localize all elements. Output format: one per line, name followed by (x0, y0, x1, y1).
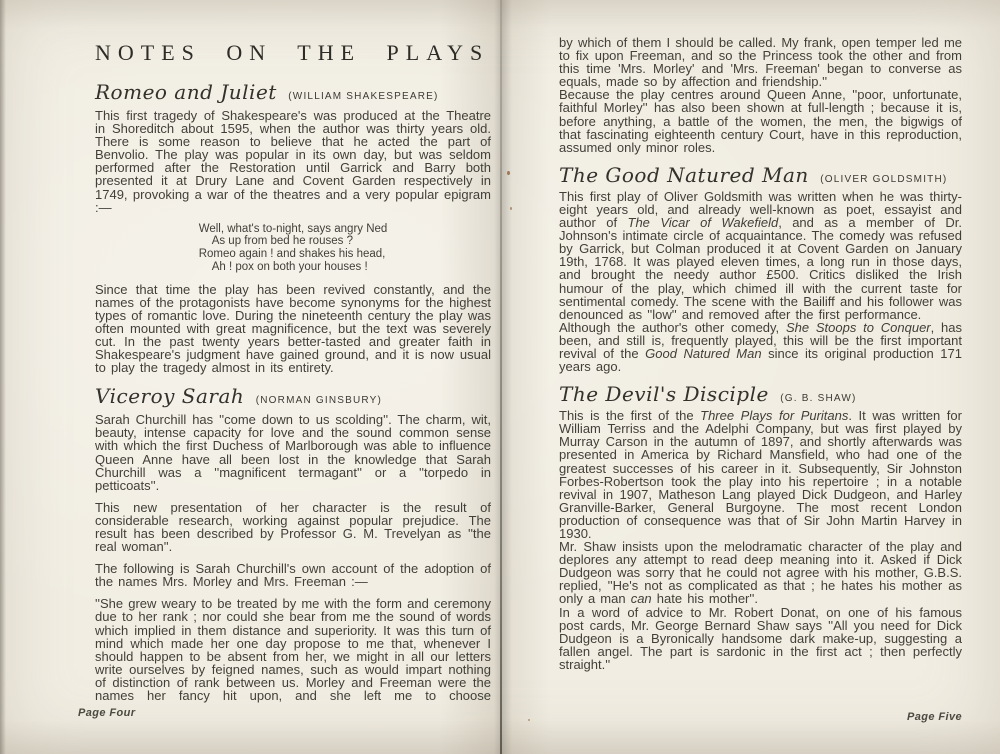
paper-speck (528, 719, 530, 721)
page-number-left: Page Four (78, 707, 136, 719)
paragraph-continuation: by which of them I should be called. My frank, open temper led me to fix upon Freeman, and so the Princess took the other and from this time 'Mrs. Morley' and 'Mrs. Freeman' began to converse as equals, made so by affection and friendship.'' (559, 35, 962, 90)
play-title-good-natured-man: The Good Natured Man (559, 162, 809, 187)
playwright-shakespeare: (WILLIAM SHAKESPEARE) (288, 91, 439, 102)
playwright-ginsbury: (NORMAN GINSBURY) (255, 395, 383, 407)
paragraph: The following is Sarah Churchill's own account of the adoption of the names Mrs. Morley and Mrs. Freeman :— (95, 561, 491, 590)
play-heading-row (95, 384, 491, 408)
paragraph: Although the author's other comedy, She Stoops to Conquer, has been, and still is, frequently played, this will be the first important revival of the Good Natured Man since its original production 171 years ago. (559, 319, 962, 375)
paragraph: In a word of advice to Mr. Robert Donat, on one of his famous post cards, Mr. George Bernard Shaw says ''All you need for Dick Dudgeon is a Byronically handsome dark make-up, suggesting a fallen angel. The part is sardonic in the first act ; then perfectly straight.'' (559, 604, 962, 672)
play-heading-row (95, 80, 491, 104)
paragraph: ''She grew weary to be treated by me with the form and ceremony due to her rank ; nor could she bear from me the sound of words which implied in them distance and superiority. It was this turn of mind which made her one day propose to me that, whenever I should happen to be absent from her, we might in all our letters write ourselves by feigned names, such as would impart nothing of distinction of rank between us. Morley and Freeman were the names her fancy hit upon, and she left me to choose (95, 596, 491, 703)
play-title-devils-disciple: The Devil's Disciple (559, 382, 769, 407)
paragraph: This first play of Oliver Goldsmith was written when he was thirty-eight years old, and already well-known as poet, essayist and author of The Vicar of Wakefield, and as a member of Dr. Johnson's intimate circle of acquaintance. The comedy was refused by Garrick, but Colman produced it at Covent Garden on January 19th, 1768. It was played eleven times, a long run in those days, and brought the needy author £500. Critics disliked the Irish humour of the play, which chimed ill with the current taste for sentimental comedy. The scene with the Bailiff and his follower was denounced as ''low'' and removed after the first performance. (559, 188, 962, 322)
paragraph: This is the first of the Three Plays for Puritans. It was written for William Terriss and the Adelphi Company, but was first played by Murray Carson in the autumn of 1897, and shortly afterwards was presented in America by Richard Mansfield, who had one of the greatest successes of his career in it. Subsequently, Sir Johnston Forbes-Robertson took the play into his repertoire ; in a notable revival in 1907, Matheson Lang played Dick Dudgeon, and Harley Granville-Barker, General Burgoyne. The most recent London production of consequence was that of Sir John Martin Harvey in 1930. (559, 408, 962, 541)
paragraph: Sarah Churchill has ''come down to us scolding''. The charm, wit, beauty, intense capacity for love and the sound common sense with which the first Duchess of Marlborough was able to influence Queen Anne have all been lost in the knowledge that Sarah Churchill was a ''magnificent termagant'' or a ''torpedo in petticoats''. (95, 412, 491, 493)
play-title-romeo-and-juliet: Romeo and Juliet (95, 80, 277, 104)
notes-on-the-plays-title: NOTES ON THE PLAYS (95, 40, 490, 65)
paragraph: Since that time the play has been revived constantly, and the names of the protagonists have become synonyms for the highest types of romantic love. During the nineteenth century the play was often mounted with great magnificence, but the text was severely cut. In the past twenty years better-tasted and greater faith in Shakespeare's judgment have gained ground, and it is now usual to play the tragedy almost in its entirety. (95, 281, 491, 376)
section-devils-disciple (559, 382, 962, 671)
paragraph-continuation: Because the play centres around Queen Anne, ''poor, unfortunate, faithful Morley'' has also been shown at full-length ; because it is, before anything, a battle of the women, the men, the bigwigs of that fascinating eighteenth century Court, have in this reproduction, assumed only minor roles. (559, 87, 962, 155)
verse-line: Romeo again ! and shakes his head, (198, 248, 386, 261)
verse-line: Ah ! pox on both your houses ! (211, 260, 368, 273)
paragraph: This new presentation of her character is the result of considerable research, working against popular prejudice. The result has been described by Professor G. M. Trevelyan as ''the real woman''. (95, 499, 491, 555)
section-romeo-and-juliet (95, 80, 491, 374)
page-five (559, 36, 962, 671)
verse-line: Well, what's to-night, says angry Ned (198, 222, 388, 235)
paper-speck (510, 207, 512, 210)
paragraph: Mr. Shaw insists upon the melodramatic character of the play and deplores any attempt to read deep meaning into it. Asked if Dick Dudgeon was sorry that he could not agree with his mother, G.B.S. replied, ''He's not as complicated as that ; he hates his mother as only a man can hate his mother''. (559, 539, 962, 607)
paragraph: This first tragedy of Shakespeare's was produced at the Theatre in Shoreditch about 1595, when the author was thirty years old. There is some reason to believe that he acted the part of Benvolio. The play was popular in its own day, but was seldom performed after the Restoration until Garrick and Barry both presented it at Drury Lane and Covent Garden respectively in 1749, provoking a war of the theatres and a very popular epigram :— (95, 108, 491, 215)
play-title-viceroy-sarah: Viceroy Sarah (95, 384, 245, 409)
play-heading-row (559, 163, 962, 187)
page-number-right: Page Five (907, 711, 962, 723)
page-four (95, 40, 491, 711)
verse-line: As up from bed he rouses ? (211, 235, 353, 248)
playwright-goldsmith: (OLIVER GOLDSMITH) (820, 173, 948, 185)
epigram-verse (199, 223, 388, 274)
spine-crease (500, 0, 502, 754)
section-good-natured-man (559, 163, 962, 373)
playwright-shaw: (G. B. SHAW) (780, 393, 857, 405)
play-heading-row (559, 382, 962, 406)
section-viceroy-sarah (95, 384, 491, 702)
paper-speck (507, 171, 510, 175)
